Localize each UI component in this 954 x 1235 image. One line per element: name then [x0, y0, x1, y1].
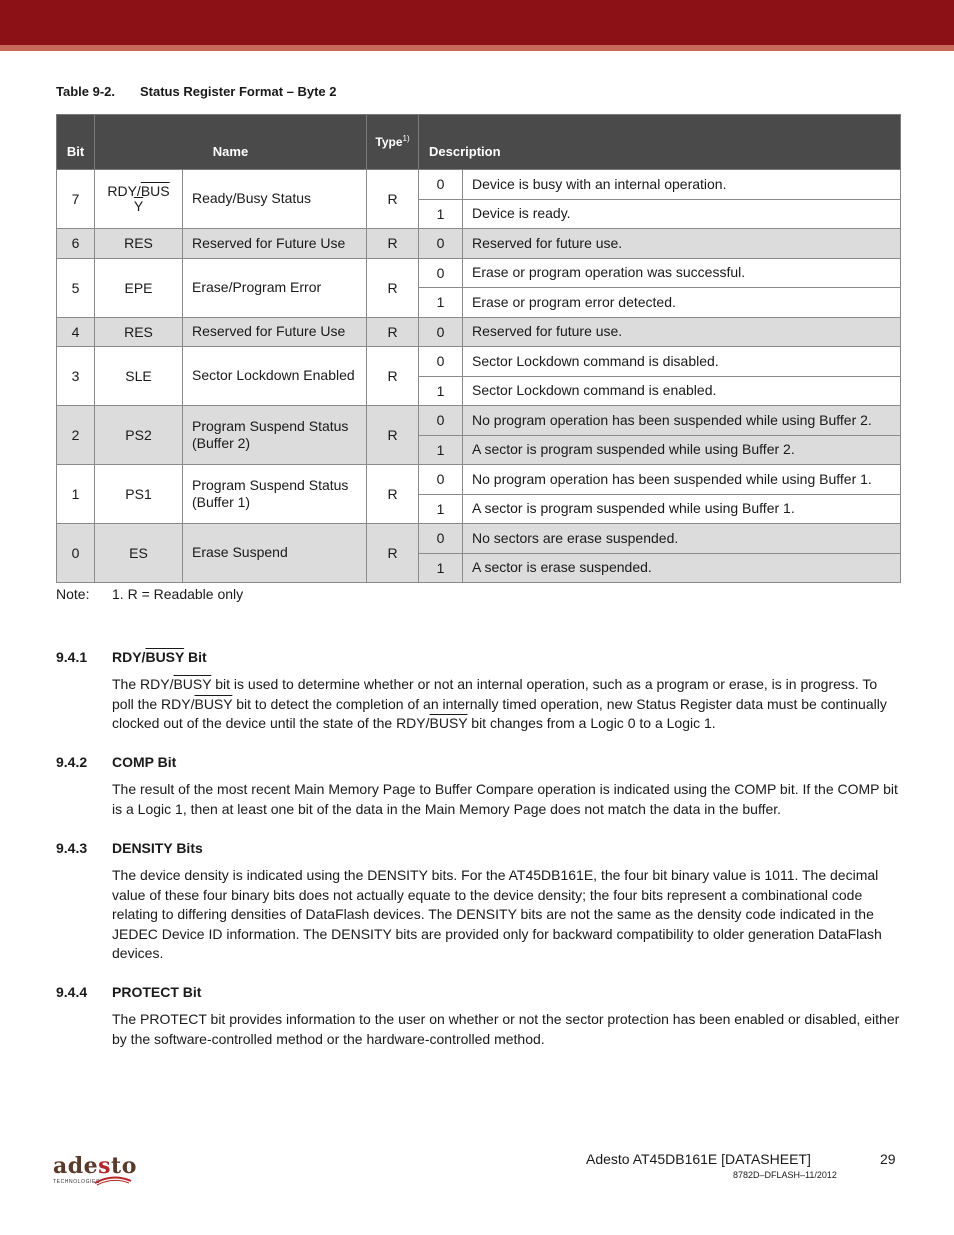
body-overline-text: BUSY [429, 715, 468, 731]
section-body-comp: The result of the most recent Main Memory Page to Buffer Compare operation is indicated using the COMP bit. If the COMP bit is a Logic 1, then at least one bit of the data in the Main Memory Page does not match the data in the buffer. [112, 781, 898, 817]
section-body-protect: The PROTECT bit provides information to the user on whether or not the sector protection has been enabled or disabled, either by the software-controlled method or the hardware-controlled method. [112, 1011, 900, 1047]
bit-value: 0 [419, 406, 463, 436]
bit-mnemonic: PS1 [95, 465, 183, 524]
header-type [367, 115, 419, 170]
bit-name: Erase Suspend [183, 524, 367, 583]
bit-type: R [367, 406, 419, 465]
bit-value: 1 [419, 288, 463, 318]
header-accent-line [0, 45, 954, 51]
bit-value: 0 [419, 258, 463, 288]
header-bar [0, 0, 954, 45]
bit-description: No program operation has been suspended while using Buffer 2. [463, 406, 901, 436]
bit-name [183, 465, 367, 524]
section-number: 9.4.4 [56, 984, 88, 1000]
table-row [57, 524, 901, 554]
bit-mnemonic: RES [95, 229, 183, 259]
bit-number: 3 [57, 347, 95, 406]
body-text: bit is used to determine whether or not an internal operation, such as a program or erase, is in progress. To poll the RDY/ [112, 676, 878, 712]
logo-part: s [98, 1153, 112, 1179]
bit-type: R [367, 347, 419, 406]
bit-value: 0 [419, 229, 463, 259]
bit-mnemonic [95, 170, 183, 229]
bit-name-line: Program Suspend Status [192, 417, 349, 434]
logo-subtitle: TECHNOLOGIES [53, 1179, 100, 1185]
header-name: Name [95, 115, 367, 170]
bit-mnemonic: EPE [95, 258, 183, 317]
mnemonic-part: RDY/ [107, 183, 141, 199]
bit-name-line: (Buffer 1) [192, 494, 251, 510]
table-caption [56, 84, 337, 99]
bit-value: 1 [419, 435, 463, 465]
table-note [56, 586, 243, 602]
table-row [57, 229, 901, 259]
bit-name: Ready/Busy Status [183, 170, 367, 229]
logo-part: ade [53, 1153, 99, 1179]
bit-description: Sector Lockdown command is enabled. [463, 376, 901, 406]
table-row [57, 406, 901, 436]
table-row [57, 258, 901, 288]
bit-name-line: Program Suspend Status [192, 476, 349, 493]
adesto-logo [53, 1155, 137, 1189]
bit-value: 0 [419, 317, 463, 347]
bit-name: Reserved for Future Use [183, 317, 367, 347]
bit-name-line: (Buffer 2) [192, 435, 251, 451]
bit-type: R [367, 170, 419, 229]
footer-document-code: 8782D–DFLASH–11/2012 [733, 1170, 837, 1180]
table-row [57, 347, 901, 377]
table-row [57, 465, 901, 495]
bit-name: Sector Lockdown Enabled [183, 347, 367, 406]
mnemonic-overline-part: BUS [140, 183, 170, 199]
header-type-label: Type [375, 135, 403, 150]
section-title-overline: BUSY [145, 649, 185, 665]
section-heading-comp [56, 754, 176, 770]
bit-description: Sector Lockdown command is disabled. [463, 347, 901, 377]
bit-value: 0 [419, 524, 463, 554]
bit-description: Device is busy with an internal operation. [463, 170, 901, 200]
section-title-part: Bit [184, 649, 207, 665]
bit-description: Device is ready. [463, 199, 901, 229]
bit-description: A sector is program suspended while using Buffer 1. [463, 494, 901, 524]
bit-value: 0 [419, 170, 463, 200]
bit-mnemonic: PS2 [95, 406, 183, 465]
header-description: Description [419, 115, 901, 170]
bit-value: 0 [419, 465, 463, 495]
logo-part: to [111, 1153, 137, 1179]
table-number: Table 9-2. [56, 84, 116, 99]
section-heading-rdy-busy [56, 649, 207, 665]
section-title: PROTECT Bit [112, 984, 202, 1000]
mnemonic-overline-part: Y [133, 198, 144, 214]
bit-name: Erase/Program Error [183, 258, 367, 317]
bit-name: Reserved for Future Use [183, 229, 367, 259]
bit-number: 7 [57, 170, 95, 229]
bit-name [183, 406, 367, 465]
bit-type: R [367, 229, 419, 259]
bit-description: Erase or program error detected. [463, 288, 901, 318]
section-title-part: RDY/ [112, 649, 146, 665]
bit-type: R [367, 317, 419, 347]
bit-description: Reserved for future use. [463, 317, 901, 347]
note-text: 1. R = Readable only [112, 586, 244, 602]
header-type-footnote: 1) [402, 134, 410, 144]
section-number: 9.4.3 [56, 840, 88, 856]
body-overline-text: BUSY [194, 695, 233, 712]
section-heading-protect [56, 984, 201, 1000]
bit-number: 6 [57, 229, 95, 259]
body-text: The RDY/ [112, 676, 174, 692]
section-body-density: The device density is indicated using the DENSITY bits. For the AT45DB161E, the four bit binary value is 1011. The decimal value of these four binary bits does not actually equate to the device density; the four bits represent a combinational code relating to differing densities of DataFlash devices. The DENSITY bits are not the same as the density code indicated in the JEDEC Device ID information. The DENSITY bits are provided only for backward compatibility to older generation DataFlash devices. [112, 867, 882, 961]
logo-swoosh-icon [93, 1175, 133, 1187]
bit-number: 5 [57, 258, 95, 317]
bit-type: R [367, 258, 419, 317]
bit-type: R [367, 524, 419, 583]
bit-value: 0 [419, 347, 463, 377]
bit-value: 1 [419, 494, 463, 524]
bit-description: No sectors are erase suspended. [463, 524, 901, 554]
bit-number: 1 [57, 465, 95, 524]
body-text: bit to detect the completion of an internally timed operation, new Status Register data must be continually clocked out of the device until the state of the RDY/ [112, 695, 887, 731]
bit-mnemonic: SLE [95, 347, 183, 406]
table-row [57, 170, 901, 200]
table-row [57, 317, 901, 347]
footer-page-number: 29 [880, 1151, 896, 1167]
section-number: 9.4.1 [56, 649, 88, 665]
bit-number: 2 [57, 406, 95, 465]
note-label: Note: [56, 586, 90, 602]
bit-description: Erase or program operation was successful. [463, 258, 901, 288]
bit-mnemonic: ES [95, 524, 183, 583]
bit-number: 4 [57, 317, 95, 347]
header-bit: Bit [57, 115, 95, 170]
bit-type: R [367, 465, 419, 524]
bit-description: A sector is erase suspended. [463, 553, 901, 583]
section-title: DENSITY Bits [112, 840, 203, 856]
bit-value: 1 [419, 553, 463, 583]
bit-number: 0 [57, 524, 95, 583]
bit-mnemonic: RES [95, 317, 183, 347]
bit-description: A sector is program suspended while using Buffer 2. [463, 435, 901, 465]
table-header-row [57, 115, 901, 170]
table-title: Status Register Format – Byte 2 [140, 84, 337, 99]
footer-document-title: Adesto AT45DB161E [DATASHEET] [586, 1151, 811, 1167]
body-text: bit changes from a Logic 0 to a Logic 1. [467, 715, 716, 731]
status-register-table [56, 114, 901, 583]
body-overline-text: BUSY [173, 676, 212, 692]
section-body-rdy-busy [112, 675, 902, 734]
bit-value: 1 [419, 199, 463, 229]
section-title: COMP Bit [112, 754, 177, 770]
bit-value: 1 [419, 376, 463, 406]
logo-wordmark [53, 1155, 137, 1177]
section-number: 9.4.2 [56, 754, 88, 770]
bit-description: No program operation has been suspended while using Buffer 1. [463, 465, 901, 495]
bit-description: Reserved for future use. [463, 229, 901, 259]
section-heading-density [56, 840, 203, 856]
